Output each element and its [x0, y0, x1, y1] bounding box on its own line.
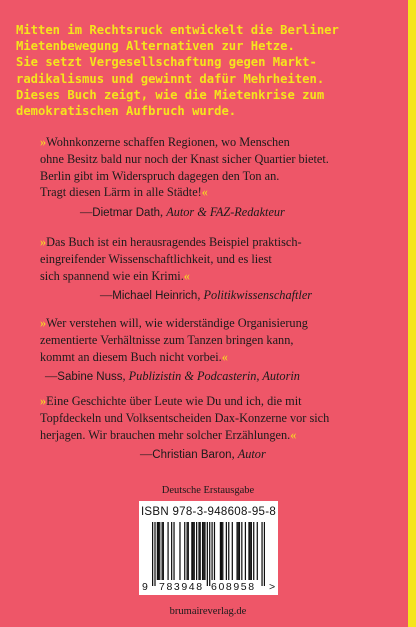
barcode-bar [250, 522, 251, 580]
attribution-name: Dietmar Dath [92, 207, 161, 220]
blurb-line: demokratischen Aufbruch wurde. [16, 104, 237, 119]
quote-line: »Wer verstehen will, wie widerständige Organisierung [40, 316, 308, 330]
quote-close-mark: « [183, 268, 190, 283]
quote-open-mark: » [40, 394, 47, 408]
attribution-dash: — [45, 369, 58, 384]
barcode-bar [239, 522, 240, 580]
barcode-bar [226, 522, 227, 580]
spine-strip [408, 0, 416, 627]
barcode-bar [232, 522, 233, 580]
barcode-bars [152, 522, 265, 586]
attribution-role: Autor [237, 447, 266, 462]
barcode-bar [192, 522, 193, 580]
attribution: —Dietmar Dath, Autor & FAZ-Redakteur [80, 205, 285, 220]
barcode-bar [152, 522, 153, 586]
quote-line: Berlin gibt im Widerspruch dagegen den Ton an. [40, 168, 280, 183]
quote-line: sich spannend wie ein Krimi.« [40, 268, 190, 283]
barcode-bar [158, 522, 159, 580]
barcode-left-group: 783948 [159, 581, 204, 593]
barcode-bar [222, 522, 223, 580]
barcode-bar [251, 522, 252, 580]
barcode-bar [162, 522, 163, 580]
barcode-bar [257, 522, 258, 580]
attribution-name: Christian Baron [152, 449, 232, 462]
barcode-bar [191, 522, 192, 580]
quote-heinrich [40, 234, 390, 305]
barcode-bar [200, 522, 201, 580]
quote-line: »Eine Geschichte über Leute wie Du und ich, die mit [40, 394, 302, 408]
barcode-bar [245, 522, 246, 580]
barcode-bar [203, 522, 204, 580]
quote-line: zementierte Verhältnisse zum Tanzen bringen kann, [40, 332, 294, 347]
barcode-bar [264, 522, 265, 586]
quote-baron [40, 393, 390, 464]
quote-open-mark: » [40, 316, 47, 330]
isbn-barcode [139, 501, 278, 595]
barcode-bar [202, 522, 203, 580]
quote-close-mark: « [290, 427, 297, 442]
barcode-bar [194, 522, 195, 580]
barcode-first-digit: 9 [142, 581, 148, 593]
barcode-bar [167, 522, 168, 580]
quote-line: ohne Besitz bald nur noch der Knast sicher Quartier bietet. [40, 151, 329, 166]
quote-line: »Wohnkonzerne schaffen Regionen, wo Menschen [40, 135, 290, 149]
quote-line: eingreifender Wissenschaftlichkeit, und es liest [40, 251, 272, 266]
barcode-bar [171, 522, 172, 580]
barcode-bar [188, 522, 189, 580]
barcode-bar [236, 522, 237, 580]
barcode-bar [173, 522, 174, 580]
quote-close-mark: « [201, 185, 208, 200]
barcode-bar [241, 522, 242, 580]
quote-line: kommt an diesem Buch nicht vorbei.« [40, 349, 228, 364]
attribution: —Sabine Nuss, Publizistin & Podcasterin, Autorin [45, 369, 300, 384]
quote-nuss [40, 315, 390, 386]
barcode-bar [198, 522, 199, 580]
attribution-dash: — [100, 288, 113, 303]
attribution-dash: — [80, 205, 93, 220]
barcode-arrow: > [269, 581, 276, 593]
quote-open-mark: » [40, 135, 47, 149]
blurb-line: Mitten im Rechtsruck entwickelt die Berliner [16, 23, 339, 37]
attribution: —Michael Heinrich, Politikwissenschaftler [100, 288, 313, 303]
barcode-bar [157, 522, 158, 580]
quote-line: Topfdeckeln und Volksentscheiden Dax-Konzerne vor sich [40, 410, 330, 425]
barcode-bar [228, 522, 229, 580]
attribution-role: Autor & FAZ-Redakteur [166, 205, 285, 220]
blurb-line: radikalismus und gewinnt dafür Mehrheiten. [16, 71, 325, 86]
quote-open-mark: » [40, 235, 47, 249]
barcode-bar [253, 522, 254, 580]
barcode-right-group: 608958 [211, 581, 256, 593]
blurb [16, 22, 400, 119]
barcode-bar [238, 522, 239, 580]
attribution-name: Sabine Nuss [57, 371, 123, 384]
barcode-bar [220, 522, 221, 580]
quote-close-mark: « [221, 349, 228, 364]
quote-dath [40, 134, 390, 222]
attribution-dash: — [140, 447, 153, 462]
barcode-bar [207, 522, 208, 586]
attribution: —Christian Baron, Autor [140, 447, 266, 462]
barcode-bar [209, 522, 210, 586]
barcode-digits [139, 581, 278, 593]
barcode-bar [204, 522, 205, 580]
quote-line: Tragt diesen Lärm in alle Städte!« [40, 185, 208, 200]
edition-label: Deutsche Erstausgabe [161, 485, 255, 496]
quote-line: herjagen. Wir brauchen mehr solcher Erzählungen.« [40, 427, 297, 442]
barcode-bar [221, 522, 222, 580]
barcode-bar [186, 522, 187, 580]
blurb-line: Sie setzt Vergesellschaftung gegen Markt- [16, 55, 317, 70]
attribution-name: Michael Heinrich [112, 290, 198, 303]
blurb-line: Dieses Buch zeigt, wie die Mietenkrise zum [16, 87, 325, 102]
isbn-label: ISBN 978-3-948608-95-8 [140, 506, 277, 518]
barcode-bar [154, 522, 155, 586]
barcode-bar [214, 522, 215, 580]
attribution-role: Politikwissenschaftler [203, 288, 313, 303]
barcode-bar [179, 522, 180, 580]
barcode-bar [248, 522, 249, 580]
barcode-bar [163, 522, 164, 580]
quote-line: »Das Buch ist ein herausragendes Beispiel praktisch- [40, 235, 302, 249]
barcode-bar [211, 522, 212, 580]
barcode-bar [196, 522, 197, 580]
barcode-bar [261, 522, 262, 586]
attribution-role: Publizistin & Podcasterin, Autorin [128, 369, 300, 384]
publisher-url: brumaireverlag.de [169, 606, 247, 617]
barcode-bar [159, 522, 160, 580]
barcode-bar [184, 522, 185, 580]
blurb-line: Mietenbewegung Alternativen zur Hetze. [16, 39, 295, 54]
